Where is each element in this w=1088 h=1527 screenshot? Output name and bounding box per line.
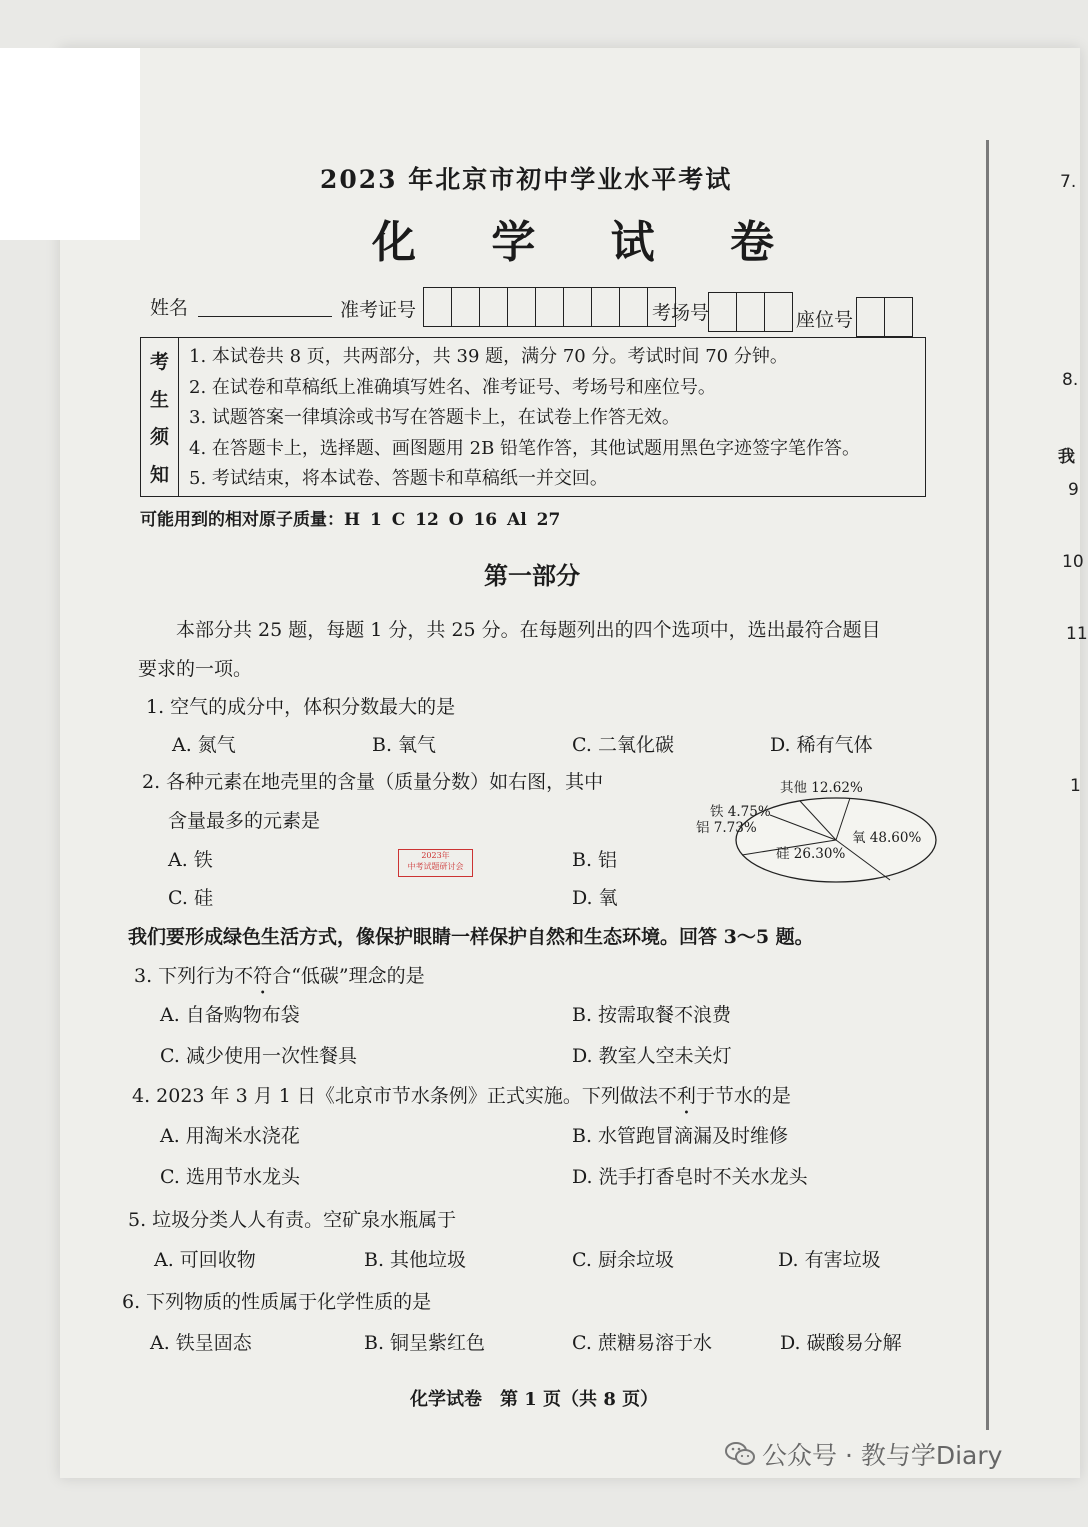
notice-head-char: 考 (149, 351, 169, 374)
page-footer: 化学试卷 第 1 页（共 8 页） (410, 1389, 659, 1410)
notice-item: 3. 试题答案一律填涂或书写在答题卡上，在试卷上作答无效。 (189, 407, 680, 428)
pie-label-other: 其他 12.62% (780, 780, 863, 796)
q4-emphasis: 不利于 (657, 1085, 715, 1107)
pie-label-silicon: 硅 26.30% (776, 846, 846, 862)
notice-head-char: 知 (149, 463, 169, 486)
q6-stem: 6. 下列物质的性质属于化学性质的是 (122, 1291, 432, 1313)
edge-text-wo: 我 (1058, 447, 1075, 467)
q4-option-d[interactable]: D. 洗手打香皂时不关水龙头 (572, 1166, 808, 1188)
q4-option-c[interactable]: C. 选用节水龙头 (160, 1166, 300, 1188)
q3-stem (134, 961, 425, 988)
q2-stem-line2: 含量最多的元素是 (168, 810, 321, 832)
q3-stem-prefix: 3. 下列行为 (134, 965, 235, 987)
stamp-line: 2023年 (421, 851, 450, 860)
q4-stem (132, 1081, 791, 1108)
notice-item: 2. 在试卷和草稿纸上准确填写姓名、准考证号、考场号和座位号。 (189, 376, 716, 398)
q6-option-d[interactable]: D. 碳酸易分解 (780, 1332, 902, 1354)
q5-option-c[interactable]: C. 厨余垃圾 (572, 1249, 674, 1271)
subject-title: 化 学 试 卷 (372, 217, 804, 268)
q1-option-b[interactable]: B. 氧气 (372, 734, 437, 756)
edge-text-7: 7. (1060, 172, 1077, 192)
name-field[interactable] (198, 316, 332, 317)
pie-label-oxygen: 氧 48.60% (852, 830, 922, 846)
notice-item: 1. 本试卷共 8 页，共两部分，共 39 题，满分 70 分。考试时间 70 分钟。 (189, 346, 788, 367)
seat-boxes[interactable] (856, 297, 913, 337)
green-life-intro: 我们要形成绿色生活方式，像保护眼睛一样保护自然和生态环境。回答 3～5 题。 (128, 926, 814, 948)
notice-head-char: 须 (149, 426, 169, 449)
wechat-icon (724, 1440, 756, 1468)
q1-stem: 1. 空气的成分中，体积分数最大的是 (146, 696, 456, 718)
name-label: 姓名 (150, 297, 189, 319)
q1-option-a[interactable]: A. 氮气 (172, 734, 236, 756)
seat-label: 座位号 (796, 309, 854, 331)
q3-stem-suffix: “低碳”理念的是 (291, 965, 425, 987)
part-title: 第一部分 (484, 561, 580, 590)
q4-stem-suffix: 节水的是 (714, 1085, 791, 1107)
candidate-notice-box (140, 337, 926, 497)
notice-head-char: 生 (149, 388, 169, 411)
exam-id-label: 准考证号 (340, 299, 417, 321)
pie-label-iron: 铁 4.75% (710, 804, 771, 820)
part-intro-line2: 要求的一项。 (138, 658, 253, 680)
room-label: 考场号 (652, 302, 710, 324)
edge-text-8: 8. (1062, 370, 1079, 390)
edge-text-11: 11 (1066, 624, 1088, 644)
q3-option-c[interactable]: C. 减少使用一次性餐具 (160, 1045, 357, 1067)
q3-emphasis: 不符合 (234, 965, 292, 987)
q1-option-c[interactable]: C. 二氧化碳 (572, 734, 674, 756)
q6-option-a[interactable]: A. 铁呈固态 (150, 1332, 252, 1354)
q2-option-c[interactable]: C. 硅 (168, 887, 213, 909)
q6-option-c[interactable]: C. 蔗糖易溶于水 (572, 1332, 712, 1354)
exam-id-boxes[interactable] (423, 287, 676, 327)
watermark-text: 公众号 · 教与学Diary (762, 1441, 1003, 1470)
q5-option-b[interactable]: B. 其他垃圾 (364, 1249, 467, 1271)
q5-stem: 5. 垃圾分类人人有责。空矿泉水瓶属于 (128, 1209, 457, 1231)
pie-label-aluminum: 铝 7.73% (696, 820, 757, 836)
q4-stem-prefix: 4. 2023 年 3 月 1 日《北京市节水条例》正式实施。下列做法 (132, 1085, 658, 1107)
q3-option-a[interactable]: A. 自备购物布袋 (160, 1004, 300, 1026)
edge-text-1: 1 (1070, 776, 1081, 796)
q6-option-b[interactable]: B. 铜呈紫红色 (364, 1332, 486, 1354)
room-boxes[interactable] (708, 292, 793, 332)
q5-option-d[interactable]: D. 有害垃圾 (778, 1249, 881, 1271)
q4-option-b[interactable]: B. 水管跑冒滴漏及时维修 (572, 1125, 789, 1147)
q3-option-d[interactable]: D. 教室人空未关灯 (572, 1045, 732, 1067)
atomic-masses: 可能用到的相对原子质量：H 1 C 12 O 16 Al 27 (140, 510, 561, 530)
q1-option-d[interactable]: D. 稀有气体 (770, 734, 873, 756)
q3-option-b[interactable]: B. 按需取餐不浪费 (572, 1004, 732, 1026)
exam-title: 2023 年北京市初中学业水平考试 (320, 165, 733, 194)
notice-heading (141, 338, 179, 496)
notice-list (189, 342, 860, 495)
edge-text-9: 9 (1068, 480, 1079, 500)
q4-option-a[interactable]: A. 用淘米水浇花 (160, 1125, 300, 1147)
notice-item: 5. 考试结束，将本试卷、答题卡和草稿纸一并交回。 (189, 468, 608, 489)
q2-option-a[interactable]: A. 铁 (168, 849, 213, 871)
q2-stem-line1: 2. 各种元素在地壳里的含量（质量分数）如右图，其中 (142, 771, 604, 793)
q2-option-b[interactable]: B. 铝 (572, 849, 618, 871)
edge-text-10: 10 (1062, 552, 1084, 572)
redaction-block (0, 48, 140, 240)
q2-option-d[interactable]: D. 氧 (572, 887, 618, 909)
page-fold-line (986, 140, 989, 1430)
q5-option-a[interactable]: A. 可回收物 (154, 1249, 256, 1271)
crust-element-pie-figure (696, 770, 950, 915)
notice-item: 4. 在答题卡上，选择题、画图题用 2B 铅笔作答，其他试题用黑色字迹签字笔作答。 (189, 437, 861, 459)
part-intro-line1: 本部分共 25 题，每题 1 分，共 25 分。在每题列出的四个选项中，选出最符合题目 (176, 619, 881, 641)
watermark-stamp (398, 849, 473, 877)
wechat-watermark (724, 1436, 1002, 1472)
stamp-line: 中考试题研讨会 (407, 862, 464, 871)
